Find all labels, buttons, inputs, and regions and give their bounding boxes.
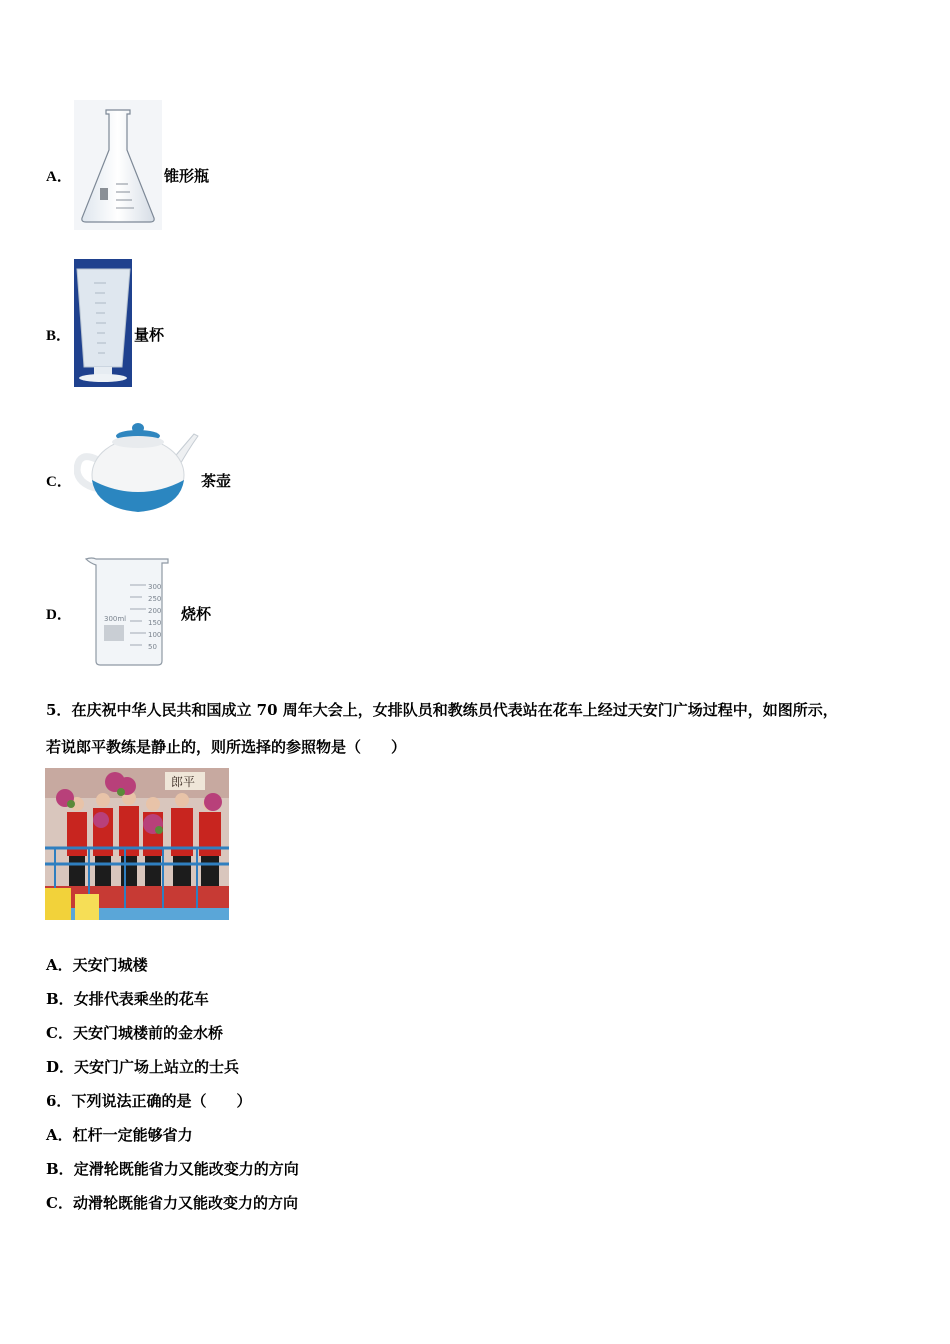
question-5-line-1 [46, 699, 838, 720]
q5-option-c[interactable] [46, 1022, 223, 1043]
q6-option-c[interactable] [46, 1192, 298, 1213]
question-5-stem-line-1: 在庆祝中华人民共和国成立 70 周年大会上，女排队员和教练员代表站在花车上经过天安门广场过程中，如图所示， [71, 701, 838, 719]
beaker-tick-300: 300 [148, 583, 162, 591]
q5-option-a-text: 天安门城楼 [72, 956, 148, 974]
beaker-volume-label: 300ml [104, 615, 127, 623]
option-d-label: 烧杯 [181, 605, 212, 623]
question-5-number: 5． [46, 701, 72, 719]
beaker-tick-50: 50 [148, 643, 157, 651]
q6-option-b-text: 定滑轮既能省力又能改变力的方向 [73, 1160, 299, 1178]
question-6-stem: 下列说法正确的是（ ） [71, 1092, 252, 1110]
q5-option-a-letter: A． [46, 956, 73, 974]
q6-option-a[interactable] [46, 1124, 193, 1145]
q5-option-d-text: 天安门广场上站立的士兵 [74, 1058, 240, 1076]
q6-option-a-text: 杠杆一定能够省力 [72, 1126, 193, 1144]
measuring-cup-image [74, 259, 132, 387]
teapot-image [74, 420, 200, 516]
beaker-tick-100: 100 [148, 631, 162, 639]
question-5-stem-line-2: 若说郎平教练是静止的，则所选择的参照物是（ ） [46, 738, 407, 756]
option-c-letter: C． [46, 474, 72, 490]
beaker-tick-250: 250 [148, 595, 162, 603]
q5-option-d-letter: D． [46, 1058, 75, 1076]
option-d-letter: D． [46, 607, 72, 623]
beaker-tick-200: 200 [148, 607, 162, 615]
q5-option-a[interactable] [46, 954, 148, 975]
q5-option-c-letter: C． [46, 1024, 73, 1042]
option-c-label: 茶壶 [201, 472, 232, 490]
q5-option-b-letter: B． [46, 990, 74, 1008]
q6-option-c-text: 动滑轮既能省力又能改变力的方向 [72, 1194, 298, 1212]
q6-option-c-letter: C． [46, 1194, 73, 1212]
q6-option-b-letter: B． [46, 1160, 74, 1178]
beaker-image [84, 555, 172, 669]
option-b-label: 量杯 [134, 326, 165, 344]
q6-option-b[interactable] [46, 1158, 299, 1179]
q5-option-b-text: 女排代表乘坐的花车 [73, 990, 209, 1008]
q5-option-b[interactable] [46, 988, 209, 1009]
option-a-label: 锥形瓶 [164, 167, 210, 185]
question-6-line [46, 1090, 251, 1111]
erlenmeyer-flask-image [74, 100, 162, 230]
q5-option-c-text: 天安门城楼前的金水桥 [72, 1024, 223, 1042]
q5-option-d[interactable] [46, 1056, 239, 1077]
question-6-number: 6． [46, 1092, 72, 1110]
volleyball-team-photo [45, 768, 229, 920]
q6-option-a-letter: A． [46, 1126, 73, 1144]
beaker-tick-150: 150 [148, 619, 162, 627]
option-b-letter: B． [46, 328, 72, 344]
photo-sign-text: 郎平 [171, 775, 196, 789]
option-a-letter: A． [46, 169, 72, 185]
